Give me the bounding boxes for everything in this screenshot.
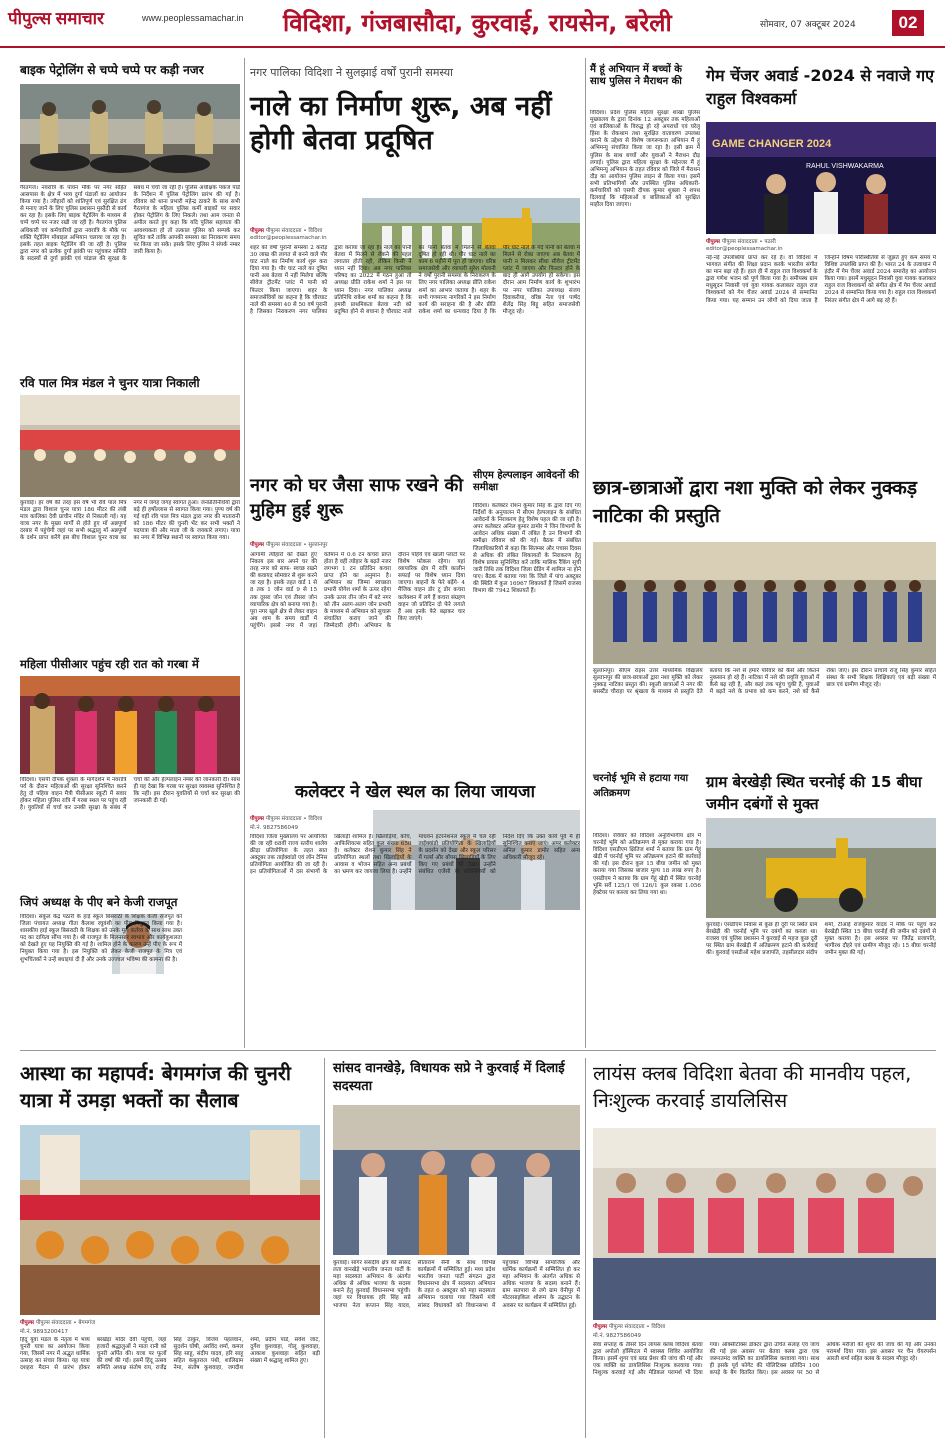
photo-game-changer [706, 122, 936, 234]
article-sansad-body: कुरवाई। सागर संसदीय क्षेत्र की सांसद लता वानखेड़े भारतीय जनता पार्टी के महा सदस्यता अभियान के अंतर्गत अधिक से अधिक भाजपा के सदस्य बनाने हेतु कुरवाई विधानसभा पहुंची। जहां पर विधायक हरि सिंह सप्रे भाजपा नेता कप्तान सिंह यादव, सीताराम सैनी के साथ विभिन्न कार्यक्रमों में सम्मिलित हुई। मध्य प्रदेश भारतीय जनता पार्टी संगठन द्वारा विधानसभा क्षेत्र में सदस्यता अभियान के तहत 6 अक्टूबर को महा सदस्यता अभियान चलाया गया जिसमें मंत्री सांसद विधायकों को विधानसभा में पहुंचकर विभिन्न सामाजिक और धार्मिक कार्यक्रमों में सम्मिलित हो कर महा अभियान के अंतर्गत अधिक से अधिक भाजपा के सदस्य बनाने हैं। ग्राम सतपारा से लगे ग्राम वेनीपुर में मोटरसाइकिल शोरूम के उद्घाटन के अवसर पर कार्यक्रम में सम्मिलित हुई। [333, 1260, 580, 1309]
photo-begamganj-yatra [20, 1125, 320, 1315]
main1-byline: पीपुल्स पीपुल्स संवाददाता • विदिशा [250, 228, 323, 234]
khel-sthal-mobile: मो.नं. 9827586049 [250, 825, 299, 831]
article-nasha-mukti-body: सुल्तानपुर। सीएम राइस उत्तर माध्यमिक विद्यालय सुल्तानपुर की छात्र-छात्राओं द्वारा नशा मुक्ति को लेकर नुक्कड़ नाटिका प्रस्तुत की। स्कूली छात्राओं ने नगर की बसस्टैंड चौराहा पर श्रृंखला के माध्यम से प्रस्तुति देते बताया कि नशे से हमारे परिवार को कैसे और कितने नुकसान हो रहे हैं। नाटिका में नशे की प्रवृत्ति युवाओं में कैसे बढ़ रही है, और कहां तक पहुंच चुकी है, युवाओं में बढ़ते नशे के प्रभाव को कम करने, नशे को कैसे रोका जाए। इस दौरान प्राचार्य राजू सिंह कुमार सहित संस्था के सभी शिक्षक शिक्षिकाएं एवं बड़ी संख्या में छात्र एवं ग्रामीण मौजूद रहे। [593, 668, 936, 696]
main1-email: editor@peoplessamachar.in [250, 235, 327, 241]
photo-garba-police [20, 676, 240, 774]
article-mahila-pcr-body: विदिशा। एसपी दीपक शुक्ला के मार्गदर्शन में नवरात्रि पर्व के दौरान महिलाओं की सुरक्षा सुनिश्चित करने हेतु दो पहिया वाहन मैत्री पीसीआर स्कूटी में सवार होकर महिला पुलिस रात्रि में गरबा स्थल पर पहुंच रही है। युवतियों से चर्चा कर उनकी सुरक्षा के संबंध में चर्चा की और हेल्पलाइन नम्बर की जानकारी दी। साथ ही यह देखा कि गरबा पर सुरक्षा व्यवस्था सुनिश्चित है कि नहीं। इस दौरान युवतियों से चर्चा कर सुरक्षा की जानकारी दी गई। [20, 777, 240, 812]
article-chunar-yatra-body: कुरवाई। हर वर्ष की तरह इस वर्ष भी रवि पाल मित्र मंडल द्वारा विशाल चुनर यात्रा 186 मीटर की लंबी मात्र कालिका देवी प्राचीन मंदिर से निकाली गई। यह यात्रा नगर के मुख्य मार्गों से होते हुए माँ अन्नपूर्णा दरबार में पहुंचेगी जहां पर सभी श्रद्धालु माँ अन्नपूर्णा के दर्शन प्राप्त करेंगे इस बीच विशाल चुनर यात्रा का नगर में जगह जगह स्वागत हुआ। जनप्रतिनिधियों द्वारा बड़े ही हर्षोल्लास से स्वागत किया गया। पुण्य वर्ष की गई वहीं रवि पाल मित्र मंडल द्वारा नगर की मातारानी को 186 मीटर की चुनरी भेंट कर सभी भक्तों ने पदयात्रा की और माता जी के जयकारे लगाए। यात्रा का नगर में विभिन्न स्थानों पर स्वागत किया गया। [20, 500, 240, 542]
article-berkhedi-body: कुरवाई। एसडीएम निवास से कुछ ही दूरी पर स्थित ग्राम बेरखेड़ी की चरनोई भूमि पर दबंगों का कब्जा था। राजस्व एवं पुलिस प्रशासन ने कुरवाई से महज कुछ दूरी पर स्थित ग्राम बेरखेड़ी में अतिक्रमण हटाने की कार्रवाई की। कुरवाई एसडीओ महेश प्रजापति, तहसीलदार संदीप शर्मा, टीआई राजकुमार यादव ने मौके पर पहुंच कर बेरखेड़ी स्थित 15 बीघा चरनोई की जमीन को दबंगों से मुक्त कराया है। इस अवसर पर जितेंद्र प्रजापति, भागीरथ दौहरे एवं ग्रामीण मौजूद रहे। 15 बीघा चरनोई जमीन मुक्त की गई। [706, 922, 936, 957]
article-lions-headline: लायंस क्लब विदिशा बेतवा की मानवीय पहल, निःशुल्क करवाई डायलिसिस [593, 1062, 912, 1113]
begamganj-mobile: मो.नं. 9893200417 [20, 1329, 69, 1335]
article-berkhedi-headline: ग्राम बेरखेड़ी स्थित चरनोई की 15 बीघा जमीन दबंगों से मुक्त [706, 773, 922, 813]
photo-nukkad-natak [593, 542, 936, 664]
article-bike-patrolling-headline: बाइक पेट्रोलिंग से चप्पे चप्पे पर कड़ी नजर [20, 63, 204, 77]
masthead [0, 0, 945, 48]
article-chunar-yatra-headline: रवि पाल मित्र मंडल ने चुनर यात्रा निकाली [20, 376, 200, 390]
article-kg-rajput-body: विदिशा। संकुल केंद्र पठारी के हाई स्कूल बिसराठी के शिक्षक केजी राजपूत को जिला पंचायत अध्यक्ष गीता कैलाश रघुवंशी का पीए नियुक्त किया गया है। शासकीय हाई स्कूल बिसराठी के शिक्षक को उनके मूल कर्तव्य के साथ साथ उक्त पद का दायित्व सौंपा गया है। श्री राजपूत के मिलनसार स्वभाव और कार्यकुशलता को देखते हुए यह नियुक्ति की गई है। शामिल होने के कारण उन्हें पीए के रूप में नियुक्त किया गया है। इस नियुक्ति को लेकर केजी राजपूत के मित्र एवं शुभचिंतकों ने उन्हें बधाइयां दी हैं और उनके उज्ज्वल भविष्य की कामना की है। [20, 914, 182, 963]
article-marathon-body: विदिशा। प्रदेश पुलिस महिला सुरक्षा शाखा पुलिस मुख्यालय के द्वारा दिनांक 12 अक्टूबर तक महिलाओं एवं बालिकाओं के विरुद्ध हो रहे अपराधों एवं घरेलू हिंसा के रोकथाम तथा सुरक्षित वातावरण उपलब्ध कराने के उद्देश्य से विशेष जागरूकता अभियान मैं हूं अभिमन्यु संचालित किया जा रहा है। इसी क्रम में पुलिस के साथ बच्चों और युवाओं ने मैराथन दौड़ लगाई। पुलिस द्वारा महिला सुरक्षा के मद्देनजर मैं हूं अभिमन्यु अभियान के तहत रविवार को जिले में मैराथन दौड़ का आयोजन पुलिस लाइन से किया गया। इसमें सभी प्रतिभागियों और उपस्थित पुलिस अधिकारी-कर्मचारियों को एसपी दीपक कुमार शुक्ला ने शपथ दिलवाई कि महिलाओं व बालिकाओं को सुरक्षित माहौल दिया जाएगा। [590, 110, 700, 209]
article-lions-body: सेवा सप्ताह के तीसरे दिन लायंस क्लब विदिशा बेतवा द्वारा अपोलो हॉस्पिटल में स्वास्थ्य शिविर आयोजित किया। इसमें शुगर एवं ब्लड प्रेशर की जांच की गई और एक व्यक्ति का डायलिसिस निःशुल्क करवाया गया। निशुल्क करवाई गई और मेडिकल परामर्श भी दिया गया। ऑक्सीटॉक्स डॉक्टर द्वारा उचित सलाह एवं जांच की गई इस अवसर पर बेतवा क्लब द्वारा एक जरूरतमंद व्यक्ति का डायलिसिस करवाया गया। साथ ही इसके पूर्व फोगेट की पोलिटिक्स प्रतिदिन 100 कपड़े के बैग वितरित किए। इस अवसर पर 50 से अधिक मरीजों की शुगर की जांच की गई और उनका परामर्श दिया गया। इस अवसर पर चैन चेयरपर्सन आरती शर्मा सहित क्लब के सदस्य मौजूद रहे। [593, 1342, 936, 1377]
article-marathon-headline: मैं हूं अभियान में बच्चों के साथ पुलिस ने मैराथन की [590, 64, 682, 88]
article-game-changer-headline: गेम चेंजर अवार्ड -2024 से नवाजे गए राहुल विश्वकर्मा [706, 66, 935, 109]
page-number: 02 [892, 10, 924, 36]
article-sansad-headline: सांसद वानखेड़े, विधायक सप्रे ने कुरवाई में दिलाई सदस्यता [333, 1061, 565, 1095]
article-cm-helpline-body: विदिशा। कलेक्टर रोशन कुमार सिंह के द्वारा दिए गए निर्देशों के अनुपालन में सीएम हेल्पलाइन के संबंधित आवेदनों के निराकरण हेतु विशेष पहल की जा रही है। अपर कलेक्टर अनिल कुमार डामोर ने जिन विभागों के आवेदन अधिक संख्या में लंबित है उन विभागों की समीक्षा रविवार को की गई। बैठक में संबंधित जिलाधिकारियों से कहा कि सितम्बर और पचास दिवस से अधिक की लंबित शिकायतों के निराकरण हेतु विशेष प्रयास सुनिश्चित करें ताकि मासिक रैंकिंग सूची जारी तिथि तक विदिशा जिला ग्रेडिंग में शामिल ना होने पाए। बैठक में बताया गया कि जिले में पांच अक्टूबर की स्थिति में कुल 16967 शिकायतें हैं जिसमें राजस्व विभाग की 7942 शिकायतें हैं। [473, 503, 581, 595]
article-cm-helpline-headline: सीएम हेल्पलाइन आवेदनों की समीक्षा [473, 470, 579, 494]
main1-body: शहर को वर्षों पुरानी समस्या 2 करोड़ 30 लाख की लागत से बनने वाले पौर घाट नाले का निर्माण कार्य शुरू करा दिया गया है। पौर घाट नाले का दूषित पानी अब बेतवा में नहीं मिलेगा बल्कि सीवेज ट्रीटमेंट प्लांट में पानी को फिल्टर किया जाएगा। शहर के समाजसेवियों का कहना है कि चौरघाट नाले की समस्या 40 से 50 वर्ष पुरानी है जिसका निराकरण नगर पालिका द्वारा कराया जा रहा है। नाले का पानी बेतवा में मिलने से रोकने की पहल लगातार होती रही, लेकिन किसी ने ध्यान नहीं दिया। अब नगर पालिका परिषद का 2022 में गठन हुआ तो अध्यक्ष प्रीति राकेश शर्मा ने इस पर ध्यान दिया। नगर पालिका अध्यक्ष प्रतिनिधि राकेश शर्मा का कहना है कि हमारी प्राथमिकता बेतवा नदी को प्रदूषित होने से बचाना है चौरघाट नाले का पानी बेतवा में मिलने से बेतवा दूषित हो रही थी। पौर घाट नाले का काम 6 महीने में पूरा हो जाएगा। वरिष्ठ समाजसेवी और व्यापारी सुरेश मोलानी ने वर्षों पुरानी समस्या के निराकरण के लिए नगर पालिका अध्यक्ष प्रीति राकेश शर्मा का आभार जताया है। शहर के सभी गणमान्य नागरिकों ने इस निर्माण कार्य की सराहना की है और प्रीति राकेश शर्मा का धन्यवाद दिया है कि पौर घाट नाले के गंदे पानी को बेतवा में मिलने से रोका जाएगा अब बेतवा में पानी न मिलकर सीधा सीवेज ट्रीटमेंट प्लांट में जाएगा और फिल्टर होने के बाद ही आगे उपयोग हो सकेगा। इस दौरान आम निर्माण कार्य के शुभारंभ पर नगर पालिका उपाध्यक्ष संजय दिवाकरीया, वरिष्ठ नेता एवं पार्षद शैलेंद्र सिंह बिट्टू सहित समाजसेवी मौजूद रहे। [250, 245, 580, 315]
khel-sthal-byline: पीपुल्स पीपुल्स संवाददाता • विदिशा [250, 816, 323, 822]
article-kg-rajput-headline: जिपं अध्यक्ष के पीए बने केजी राजपूत [20, 895, 178, 909]
photo-chunar-yatra [20, 395, 240, 497]
game-changer-byline: पीपुल्स पीपुल्स संवाददाता • पठारी [706, 239, 776, 245]
lions-mobile: मो.नं. 9827586049 [593, 1333, 642, 1339]
article-khel-sthal-headline: कलेक्टर ने खेल स्थल का लिया जायजा [295, 782, 535, 802]
article-game-changer-body: नई-नई उपलब्धियां प्राप्त कर रहे हैं। वो विदिशा में भागवत संगीत की शिक्षा प्रदान करके भारतीय संगीत का मान बढ़ा रहे हैं। हाल ही में राहुल राज विश्वकर्मा के द्वारा गणेश भजन को पूर्ण किया गया है। समीपस्थ ग्राम मधुसूदन निवासी एवं युवा गायक कलाकार राहुल राज विश्वकर्मा को गेम चेंजर अवार्ड 2024 से सम्मानित किया गया। यह सम्मान उन लोगों को दिया जाता है जिन्होंने विषम परिस्थितियों से जूझते हुए कम समय में विशिष्ट उपलब्धि प्राप्त की है। भारत 24 के तत्वाधान में इंदौर में गेम चेंजर अवार्ड 2024 समारोह का आयोजन किया गया। इसमें मधुसूदन निवासी युवा गायक कलाकार राहुल राज विश्वकर्मा को संगीत क्षेत्र में गेम चेंजर अवार्ड 2024 से सम्मानित किया गया है। राहुल राज विश्वकर्मा निरंतर संगीत क्षेत्र में आगे बढ़ रहे हैं। [706, 255, 936, 304]
lions-byline: पीपुल्स पीपुल्स संवाददाता • विदिशा [593, 1324, 666, 1330]
main1-headline: नाले का निर्माण शुरू, अब नहीं होगी बेतवा प्रदूषित [250, 91, 552, 156]
website: www.peoplessamachar.in [142, 13, 244, 23]
article-bike-patrolling-body: गैरतगंज। नवरात्रि के पावन मौके पर नगर सहित आसपास के क्षेत्र में भव्य दुर्गा पंडालों का आयोजन किया गया है। त्यौहारों को शांतिपूर्ण एवं सुरक्षित ढंग से मनाए जाने के लिए पुलिस प्रशासन मुस्तैदी से कार्य कर रहा है। इसके लिए बाइक पेट्रोलिंग के माध्यम से चप्पे चप्पे पर नजर रखी जा रही है। गैरतगंज पुलिस अधिकारी एवं कर्मचारियों द्वारा नवरात्रि के मौके पर शक्ति पेट्रोलिंग मोबाइल अभियान चलाया जा रहा है। इसके तहत बाइक पेट्रोलिंग की जा रही है। पुलिस द्वारा नगर को प्रत्येक दुर्गा झांकी पर पहुंचकर समिति के सदस्यों से दुर्गा झांकी एवं पांडाल की सुरक्षा के संबंध में चर्चा जा रही है। पुलिस अधीक्षक पंकज पांडे के निर्देशन में पुलिस पेट्रोलिंग प्रारंभ की गई है। रविवार को थाना प्रभारी महेन्द्र ठाकरे के साथ सभी गैरतगंज के महिला पुलिस कर्मी बाइकों पर सवार होकर पेट्रोलिंग के लिए निकले। तथा आम जनता से अपील करते हुए कहा कि यदि पुलिस सहायता की आवश्यकता हो तो तत्काल पुलिस को सम्पर्क कर सूचित करें ताकि आपकी समस्या का निराकरण समय पर किया जा सके। इसके लिए पुलिस ने संपर्क नम्बर जारी किया है। [20, 185, 240, 262]
photo-name-text: RAHUL VISHWAKARMA [806, 163, 884, 170]
main1-kicker: नगर पालिका विदिशा ने सुलझाई वर्षों पुरानी समस्या [250, 66, 453, 79]
article-nasha-mukti-headline: छात्र-छात्राओं द्वारा नशा मुक्ति को लेकर नुक्कड़ नाटिका की प्रस्तुति [593, 477, 918, 527]
photo-lions-club [593, 1128, 936, 1320]
begamganj-byline: पीपुल्स पीपुल्स संवाददाता • बेगमगंज [20, 1320, 96, 1326]
main2-body: आगामी त्यौहारों को देखते हुए निकाय इस बार अपने घर की तरह नगर को साफ- स्वच्छ रखने की कवायद सोमवार से शुरू करने जा रहा है। इसके तहत वार्ड 1 से 8 तक 1 जोन वार्ड 9 से 15 तक दूसरा जोन एवं तीसरा जोन व्यापारिक क्षेत्र को बनाया गया है। पूरा नगर खुले क्षेत्र से लेकर वाहन अब शाम के समय वार्डों में पहुंचेंगे। इससे नगर में जहां वर्तमान में 0.6 टन कचरा प्राप्त होता है वहीं त्योहार के बढ़ते नजर लगभग 1 टन प्रतिदिन कचरा प्राप्त होने का अनुमान है। अभियान का जिम्मा स्वच्छता प्रभारी योगेश शर्मा के ऊपर रहेगा उनके ऊपर तीन जोन में बटे नगर को तीन अलग-अलग जोन प्रभारी के माध्यम से अभियान को सुचारू संचालित कराए जाने की जिम्मेदारी होगी। अभियान के दौरान पहिये एवं खाली प्लाटों पर विशेष फोकस रहेगा। यहां व्यापारिक क्षेत्र में रात्रि कालीन सफाई पर विशेष ध्यान दिया जाएगा। बाहनों के फेरे बढ़ेंगे- 4 मैजिक वाहन डोर टू डोर कचरा कलेक्शन में लगे हैं कचरा संग्रहण वाहन जो प्रतिदिन दो फेरे लगाते हैं अब इनके फेरे बढ़ाकर चार किए जाएंगे। [250, 552, 465, 629]
game-changer-email: editor@peoplessamachar.in [706, 246, 783, 252]
photo-banner-text: GAME CHANGER 2024 [712, 138, 832, 150]
article-mahila-pcr-headline: महिला पीसीआर पहुंच रही रात को गरबा में [20, 657, 199, 671]
photo-jcb-atikraman [706, 818, 936, 918]
article-begamganj-body: हिंदू युवा मंडल के नेतृत्व में भव्य चुनरी यात्रा का आयोजन किया गया, जिसमें नगर में अद्भुत धार्मिक उत्साह का संचार किया। यह यात्रा दशहरा मैदान से प्रारंभ होकर बरखेड़ा मंदिर देवी पहुंची, जहां हजारों श्रद्धालुओं ने माता रानी को चुनरी अर्पित की। यात्रा पर फूलों की वर्षा की गई। इसमें हिंदू उत्सव समिति अध्यक्ष संतोष राय, राजेंद्र सिंह ठाकुर, विजय पहलवान, सुदर्शन घोषी, अरविंद शर्मा, कमल सिंह साहू, संदीप यादव, हरि साहू सहित कबूतराल पंथी, शालिग्राम नेमा, संतोष कुशवाहा, जगदीश शर्मा, प्रदीप पांडे, सर्वेश जाट, दुर्गेश कुशवाहा, गोलू कुशवाहा, आकाश कुशवाहा सहित बड़ी संख्या में श्रद्धालु शामिल हुए। [20, 1337, 320, 1372]
main2-byline: पीपुल्स पीपुल्स संवाददाता • सुल्तानपुर [250, 542, 328, 548]
article-atikraman-headline: चरनोई भूमि से हटाया गया अतिक्रमण [593, 773, 689, 799]
article-begamganj-headline: आस्था का महापर्व: बेगमगंज की चुनरी यात्रा में उमड़ा भक्तों का सैलाब [20, 1062, 291, 1113]
main2-headline: नगर को घर जैसा साफ रखने की मुहिम हुई शुरू [250, 475, 464, 522]
logo: पीपुल्स समाचार [8, 9, 105, 28]
photo-police-bikes [20, 84, 240, 182]
article-khel-sthal-body: विदिशा जिला मुख्यालय पर आयोजित की जा रही 68वीं राज्य स्तरीय शालेय क्रीड़ा प्रतियोगिता के तहत सात अक्टूबर तक ताईक्वांडो एवं लॉन टेनिस प्रतियोगिता आयोजित की जा रही है। इन प्रतियोगिताओं में दस संभागों के खिलाड़ी शामिल हैं। खिलाड़ियों, कोच, आफिशियल्स सहित कुल संख्या 650 है। कलेक्टर रोशन कुमार सिंह ने प्रतियोगिता स्थलों तथा खिलाड़ियों के आवास व भोजन सहित अन्य प्रबंधों का भ्रमण कर जायजा लिया है। उन्होंने माधवन इंटरनेशनल स्कूल में चल रही ताईक्वांडो प्रतियोगिता के खिलाड़ियों के प्रदर्शन को देखा और स्कूल परिसर में गर्ल्स और बॉयस खिलाड़ियों के लिए किए गए प्रबंधों को देखा। उन्होंने संबंधित एजेंसी के प्रतिनिधियों को निर्देश दिए कि उक्त कार्य पूर्व में ही सुनिश्चित कराए जाएं। अपर कलेक्टर अनिल कुमार डामोर सहित अन्य अधिकारी मौजूद रहे। [250, 834, 580, 876]
date: सोमवार, 07 अक्टूबर 2024 [760, 20, 856, 30]
region-title: विदिशा, गंजबासौदा, कुरवाई, रायसेन, बरेली [283, 9, 672, 37]
photo-sansad-event [333, 1105, 580, 1255]
article-atikraman-body: विदिशा। रविवार को विदिशा अनुविभागीय क्षेत्र में चरनोई भूमि को अतिक्रमण से मुक्त कराया गया है। विदिशा एसडीएम क्षितिज शर्मा ने बताया कि ग्राम गेंहूं खेड़ी में चरनोई भूमि पर अतिक्रमण हटाने की कार्रवाई की गई। इस दौरान कुल 15 बीघा जमीन को मुक्त कराया गया जिसका बाजार मूल्य 18 लाख रुपए है। एसडीएम ने बताया कि ग्राम गेंहूं खेड़ी में स्थित चरनोई भूमि सर्वे 125/1 एवं 126/1 कुल रकबा 1.056 हेक्टेयर पर कब्जा कर लिया गया था। [593, 833, 701, 896]
